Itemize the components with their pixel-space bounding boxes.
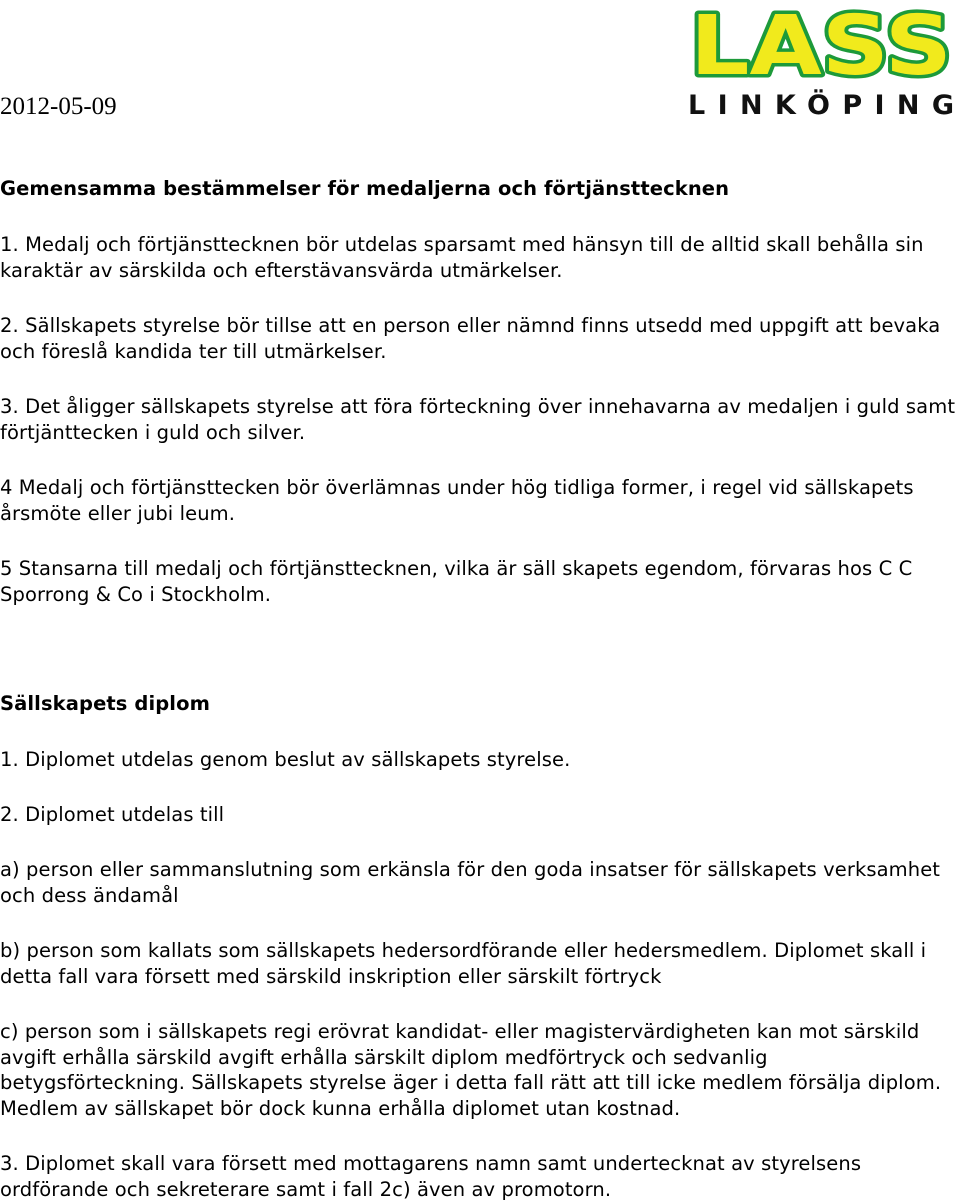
medals-paragraph-5: 5 Stansarna till medalj och förtjänsttecknen, vilka är säll skapets egendom, förvaras hos C C Sporrong & Co i Stockholm.	[0, 557, 913, 606]
diploma-item-b: b) person som kallats som sällskapets hedersordförande eller hedersmedlem. Diplomet skall i detta fall vara försett med särskild inskription eller särskilt förtryck	[0, 939, 927, 988]
diploma-item-c: c) person som i sällskapets regi erövrat kandidat- eller magistervärdigheten kan mot särskild avgift erhålla särskild avgift erhålla särskilt diplom medförtryck och sedvanlig betygsförteckning. Sällskapets styrelse äger i detta fall rätt att till icke medlem försälja diplom. Medlem av sällskapet bör dock kunna erhålla diplomet utan kostnad.	[0, 1020, 942, 1120]
logo-city-text: LINKÖPING	[688, 90, 954, 120]
medals-paragraph-4: 4 Medalj och förtjänsttecken bör överlämnas under hög tidliga former, i regel vid sällskapets årsmöte eller jubi leum.	[0, 476, 914, 525]
medals-paragraph-3: 3. Det åligger sällskapets styrelse att föra förteckning över innehavarna av medaljen i guld samt förtjänttecken i guld och silver.	[0, 395, 956, 444]
lass-linkoping-logo	[682, 0, 960, 120]
logo-graphic	[682, 0, 960, 120]
diploma-paragraph-1: 1. Diplomet utdelas genom beslut av sällskapets styrelse.	[0, 748, 571, 771]
document-date: 2012-05-09	[0, 93, 117, 120]
diploma-heading: Sällskapets diplom	[0, 692, 211, 715]
diploma-item-a: a) person eller sammanslutning som erkänsla för den goda insatser för sällskapets verksamhet och dess ändamål	[0, 858, 941, 907]
medals-heading: Gemensamma bestämmelser för medaljerna och förtjänsttecknen	[0, 177, 730, 200]
medals-paragraph-2: 2. Sällskapets styrelse bör tillse att en person eller nämnd finns utsedd med uppgift att bevaka och föreslå kandida ter till utmärkelser.	[0, 314, 941, 363]
logo-main-text: LASS	[690, 0, 952, 94]
diploma-paragraph-3: 3. Diplomet skall vara försett med mottagarens namn samt undertecknat av styrelsens ordförande och sekreterare samt i fall 2c) även av promotorn.	[0, 1152, 862, 1201]
diploma-paragraph-2: 2. Diplomet utdelas till	[0, 803, 225, 826]
medals-paragraph-1: 1. Medalj och förtjänsttecknen bör utdelas sparsamt med hänsyn till de alltid skall behålla sin karaktär av särskilda och efterstävansvärda utmärkelser.	[0, 233, 924, 282]
